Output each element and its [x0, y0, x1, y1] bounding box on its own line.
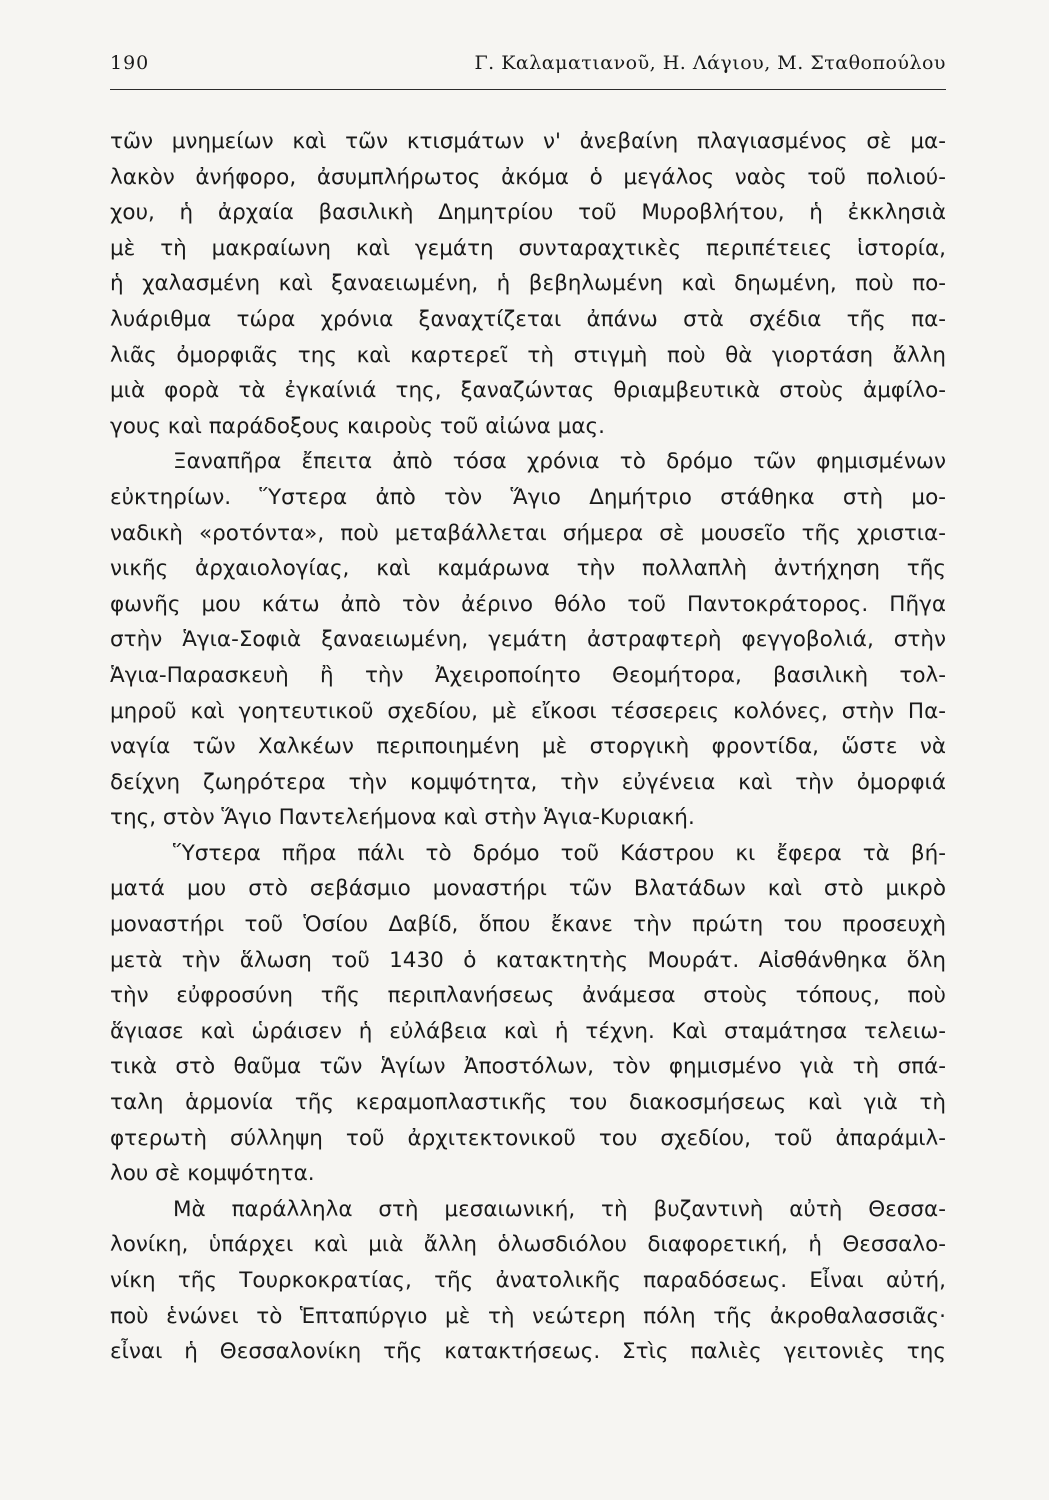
text-line: Μὰ παράλληλα στὴ μεσαιωνική, τὴ βυζαντινὴ αὐτὴ Θεσσα- — [173, 1196, 946, 1222]
text-line: μοναστήρι τοῦ Ὁσίου Δαβίδ, ὅπου ἔκανε τὴν πρώτη του προσευχὴ — [110, 912, 946, 938]
paragraph — [110, 124, 946, 444]
running-head: Γ. Καλαματιανοῦ, Η. Λάγιου, Μ. Σταθοπούλου — [474, 52, 946, 74]
text-line: λου σὲ κομψότητα. — [110, 1161, 315, 1187]
text-line: ποὺ ἑνώνει τὸ Ἑπταπύργιο μὲ τὴ νεώτερη πόλη τῆς ἀκροθαλασσιᾶς· — [110, 1303, 946, 1329]
text-line: φωνῆς μου κάτω ἀπὸ τὸν ἀέρινο θόλο τοῦ Παντοκράτορος. Πῆγα — [110, 591, 946, 617]
body-text — [110, 124, 946, 1370]
text-line: μετὰ τὴν ἅλωση τοῦ 1430 ὁ κατακτητὴς Μουράτ. Αἰσθάνθηκα ὅλη — [110, 947, 946, 973]
text-line: Ἁγια-Παρασκευὴ ἢ τὴν Ἀχειροποίητο Θεομήτορα, βασιλικὴ τολ- — [110, 662, 946, 688]
text-line: τὴν εὐφροσύνη τῆς περιπλανήσεως ἀνάμεσα στοὺς τόπους, ποὺ — [110, 983, 946, 1009]
text-line: της, στὸν Ἅγιο Παντελεήμονα καὶ στὴν Ἁγια-Κυριακή. — [110, 805, 695, 831]
text-line: λονίκη, ὑπάρχει καὶ μιὰ ἄλλη ὁλωσδιόλου διαφορετική, ἡ Θεσσαλο- — [110, 1232, 946, 1258]
text-line: μηροῦ καὶ γοητευτικοῦ σχεδίου, μὲ εἴκοσι τέσσερεις κολόνες, στὴν Πα- — [110, 698, 946, 724]
text-line: στὴν Ἁγια-Σοφιὰ ξαναειωμένη, γεμάτη ἀστραφτερὴ φεγγοβολιά, στὴν — [110, 627, 946, 653]
text-line: γους καὶ παράδοξους καιροὺς τοῦ αἰώνα μας. — [110, 413, 605, 439]
text-line: λιᾶς ὀμορφιᾶς της καὶ καρτερεῖ τὴ στιγμὴ ποὺ θὰ γιορτάση ἄλλη — [110, 342, 946, 368]
text-line: τικὰ στὸ θαῦμα τῶν Ἁγίων Ἀποστόλων, τὸν φημισμένο γιὰ τὴ σπά- — [110, 1054, 946, 1080]
header-rule — [110, 89, 946, 90]
text-line: ταλη ἁρμονία τῆς κεραμοπλαστικῆς του διακοσμήσεως καὶ γιὰ τὴ — [110, 1090, 946, 1116]
page-number: 190 — [110, 52, 150, 74]
text-line: μιὰ φορὰ τὰ ἐγκαίνιά της, ξαναζώντας θριαμβευτικὰ στοὺς ἀμφίλο- — [110, 378, 946, 404]
text-line: ναδικὴ «ροτόντα», ποὺ μεταβάλλεται σήμερα σὲ μουσεῖο τῆς χριστια- — [110, 520, 946, 546]
text-line: τῶν μνημείων καὶ τῶν κτισμάτων ν' ἀνεβαίνη πλαγιασμένος σὲ μα- — [110, 129, 946, 154]
text-line: ἡ χαλασμένη καὶ ξαναειωμένη, ἡ βεβηλωμένη καὶ δηωμένη, ποὺ πο- — [110, 271, 946, 297]
page-header — [110, 50, 946, 84]
text-line: ἅγιασε καὶ ὡράισεν ἡ εὐλάβεια καὶ ἡ τέχνη. Καὶ σταμάτησα τελειω- — [110, 1018, 946, 1044]
text-line: δείχνη ζωηρότερα τὴν κομψότητα, τὴν εὐγένεια καὶ τὴν ὀμορφιά — [110, 769, 946, 795]
paragraph — [110, 444, 946, 836]
text-line: λακὸν ἀνήφορο, ἀσυμπλήρωτος ἀκόμα ὁ μεγάλος ναὸς τοῦ πολιού- — [110, 164, 946, 190]
text-line: λυάριθμα τώρα χρόνια ξαναχτίζεται ἀπάνω στὰ σχέδια τῆς πα- — [110, 306, 946, 332]
text-line: νικῆς ἀρχαιολογίας, καὶ καμάρωνα τὴν πολλαπλὴ ἀντήχηση τῆς — [110, 556, 946, 582]
paragraph — [110, 836, 946, 1192]
text-line: μὲ τὴ μακραίωνη καὶ γεμάτη συνταραχτικὲς περιπέτειες ἱστορία, — [110, 235, 946, 261]
paragraph — [110, 1192, 946, 1370]
text-line: ναγία τῶν Χαλκέων περιποιημένη μὲ στοργικὴ φροντίδα, ὥστε νὰ — [110, 734, 946, 760]
text-line: εἶναι ἡ Θεσσαλονίκη τῆς κατακτήσεως. Στὶς παλιὲς γειτονιὲς της — [110, 1339, 946, 1365]
text-line: εὐκτηρίων. Ὕστερα ἀπὸ τὸν Ἅγιο Δημήτριο στάθηκα στὴ μο- — [110, 484, 946, 510]
text-line: ματά μου στὸ σεβάσμιο μοναστήρι τῶν Βλατάδων καὶ στὸ μικρὸ — [110, 876, 946, 902]
text-line: φτερωτὴ σύλληψη τοῦ ἀρχιτεκτονικοῦ του σχεδίου, τοῦ ἀπαράμιλ- — [110, 1125, 946, 1151]
text-line: Ὕστερα πῆρα πάλι τὸ δρόμο τοῦ Κάστρου κι ἔφερα τὰ βή- — [173, 840, 946, 866]
text-line: Ξαναπῆρα ἔπειτα ἀπὸ τόσα χρόνια τὸ δρόμο τῶν φημισμένων — [173, 449, 946, 475]
text-line: χου, ἡ ἀρχαία βασιλικὴ Δημητρίου τοῦ Μυροβλήτου, ἡ ἐκκλησιὰ — [110, 200, 946, 226]
text-line: νίκη τῆς Τουρκοκρατίας, τῆς ἀνατολικῆς παραδόσεως. Εἶναι αὐτή, — [110, 1268, 946, 1293]
